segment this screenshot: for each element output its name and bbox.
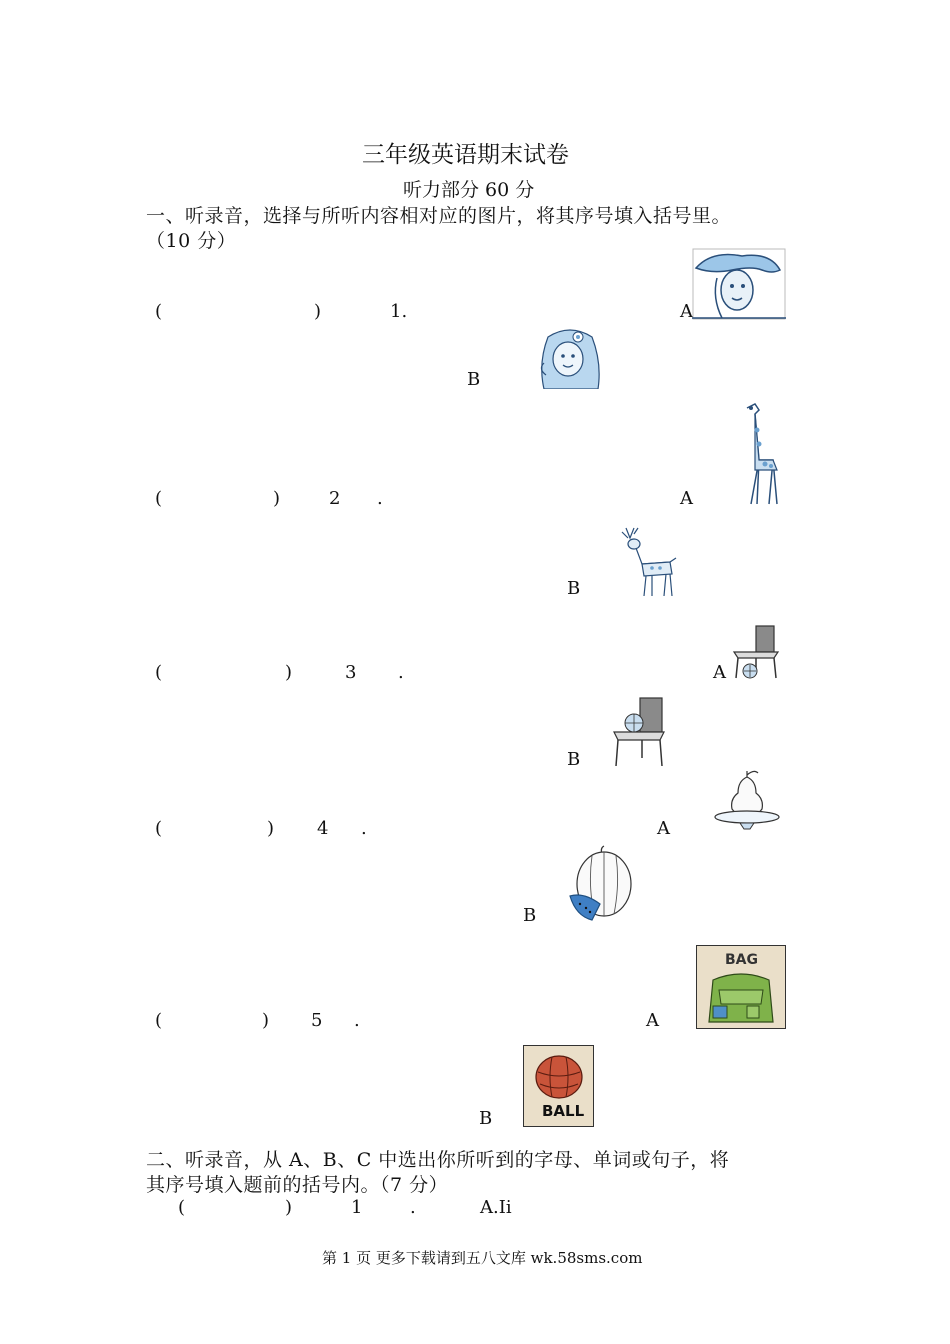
q2-option-a-label: A <box>680 488 693 509</box>
q5-dot: . <box>354 1010 360 1031</box>
q1-answer-blank[interactable] <box>170 301 310 323</box>
q3-option-b-label: B <box>567 749 581 770</box>
ball-under-chair-picture <box>728 622 784 680</box>
q2-paren-open: ( <box>155 488 163 509</box>
section2-instruction-cont: 其序号填入题前的括号内。（7 分） <box>146 1174 449 1196</box>
q3-dot: . <box>398 662 404 683</box>
s2-q1-answer-blank[interactable] <box>192 1197 282 1219</box>
q4-dot: . <box>361 818 367 839</box>
deer-picture <box>612 524 688 598</box>
q1-paren-close: ) <box>314 301 322 322</box>
pear-on-plate-picture <box>710 767 784 831</box>
page-title: 三年级英语期末试卷 <box>362 142 569 168</box>
q1-option-b-label: B <box>467 369 481 390</box>
q2-number: 2 <box>329 488 341 509</box>
section1-instruction: 一、听录音，选择与所听内容相对应的图片，将其序号填入括号里。 <box>146 205 732 227</box>
q3-paren-open: ( <box>155 662 163 683</box>
q5-answer-blank[interactable] <box>170 1010 260 1032</box>
section-subtitle: 听力部分 60 分 <box>403 179 535 201</box>
q1-paren-open: ( <box>155 301 163 322</box>
q4-answer-blank[interactable] <box>170 818 265 840</box>
section1-score: （10 分） <box>146 230 237 252</box>
girl-with-hat-picture <box>692 248 786 320</box>
q5-option-b-label: B <box>479 1108 493 1129</box>
bag-word: BAG <box>725 952 758 968</box>
q2-answer-blank[interactable] <box>170 488 270 510</box>
s2-q1-option-a: A.Ii <box>480 1197 512 1218</box>
q4-paren-close: ) <box>267 818 275 839</box>
bag-picture <box>696 945 786 1029</box>
q2-option-b-label: B <box>567 578 581 599</box>
page-footer: 第 1 页 更多下载请到五八文库 wk.58sms.com <box>322 1249 643 1267</box>
q5-number: 5 <box>311 1010 323 1031</box>
q3-option-a-label: A <box>713 662 726 683</box>
q3-paren-close: ) <box>285 662 293 683</box>
ball-picture <box>523 1045 594 1127</box>
q2-paren-close: ) <box>273 488 281 509</box>
q5-paren-open: ( <box>155 1010 163 1031</box>
s2-q1-number: 1 <box>351 1197 363 1218</box>
q2-dot: . <box>377 488 383 509</box>
s2-q1-paren-close: ) <box>285 1197 293 1218</box>
q1-number: 1. <box>390 301 408 322</box>
giraffe-picture <box>737 400 785 506</box>
section2-instruction: 二、听录音，从 A、B、C 中选出你所听到的字母、单词或句子，将 <box>146 1149 730 1171</box>
q4-option-b-label: B <box>523 905 537 926</box>
q1-option-a-label: A <box>680 301 693 322</box>
girl-with-flower-picture <box>530 323 608 389</box>
s2-q1-dot: . <box>410 1197 416 1218</box>
watermelon-picture <box>564 844 634 924</box>
ball-word: BALL <box>542 1102 585 1120</box>
q4-paren-open: ( <box>155 818 163 839</box>
q3-answer-blank[interactable] <box>170 662 282 684</box>
q3-number: 3 <box>345 662 357 683</box>
q5-option-a-label: A <box>646 1010 659 1031</box>
q4-option-a-label: A <box>657 818 670 839</box>
q5-paren-close: ) <box>262 1010 270 1031</box>
s2-q1-paren-open: ( <box>178 1197 186 1218</box>
ball-on-chair-picture <box>612 696 676 768</box>
q4-number: 4 <box>317 818 329 839</box>
